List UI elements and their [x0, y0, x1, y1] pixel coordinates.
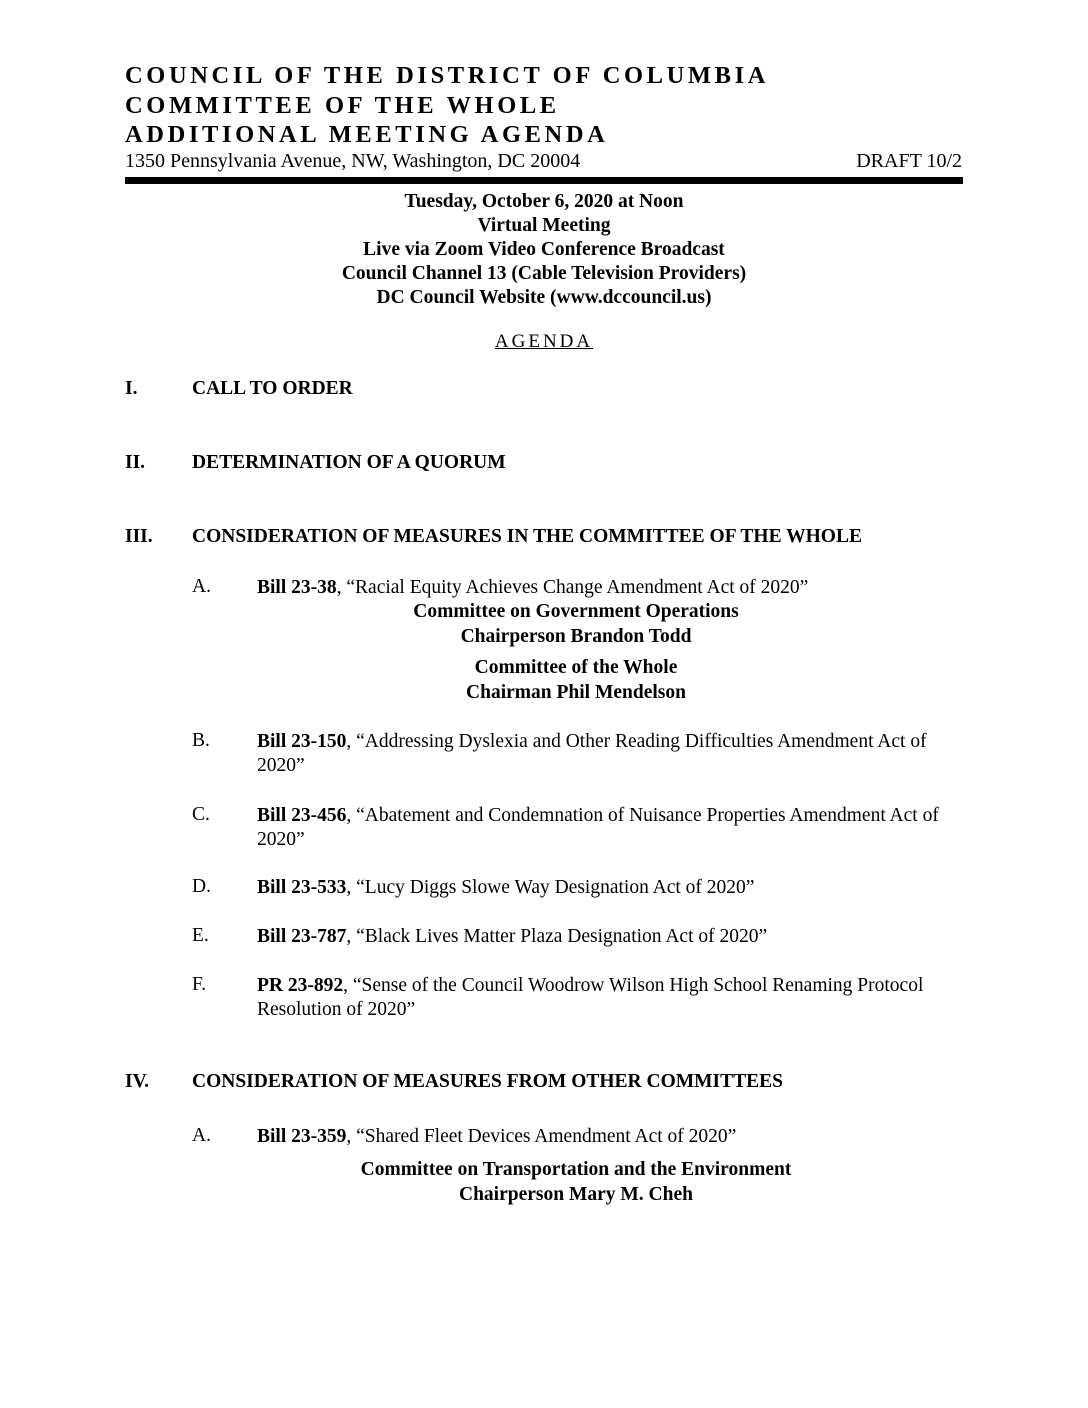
- bill-number: Bill 23-456: [257, 805, 347, 826]
- bill-number: Bill 23-359: [257, 1126, 347, 1147]
- header-document-title: ADDITIONAL MEETING AGENDA: [125, 121, 609, 148]
- section-number: I.: [125, 378, 138, 399]
- section-title: CALL TO ORDER: [192, 378, 353, 399]
- bill-number: PR 23-892: [257, 975, 344, 996]
- section-number: IV.: [125, 1071, 150, 1092]
- header-committee-name: COMMITTEE OF THE WHOLE: [125, 92, 560, 119]
- committee-chair: Chairperson Mary M. Cheh: [459, 1184, 693, 1205]
- agenda-item: [257, 925, 957, 949]
- agenda-item: [257, 576, 957, 600]
- item-letter: E.: [192, 925, 209, 946]
- bill-title: , “Shared Fleet Devices Amendment Act of 2020”: [346, 1126, 737, 1147]
- agenda-heading: AGENDA: [494, 331, 594, 352]
- meeting-broadcast: Live via Zoom Video Conference Broadcast: [363, 239, 725, 260]
- item-letter: D.: [192, 876, 211, 897]
- section-number: III.: [125, 526, 153, 547]
- committee-chair: Chairman Phil Mendelson: [466, 682, 686, 703]
- agenda-item: [257, 876, 957, 900]
- meeting-channel: Council Channel 13 (Cable Television Providers): [341, 263, 747, 284]
- bill-number: Bill 23-38: [257, 577, 337, 598]
- header-address: 1350 Pennsylvania Avenue, NW, Washington, DC 20004: [125, 150, 581, 172]
- bill-number: Bill 23-150: [257, 731, 347, 752]
- section-number: II.: [125, 452, 146, 473]
- bill-title: , “Abatement and Condemnation of Nuisance Properties Amendment Act of 2020”: [257, 805, 939, 850]
- section-title: DETERMINATION OF A QUORUM: [192, 452, 506, 473]
- bill-title: , “Lucy Diggs Slowe Way Designation Act of 2020”: [346, 877, 755, 898]
- header-council-name: COUNCIL OF THE DISTRICT OF COLUMBIA: [125, 62, 769, 89]
- meeting-website: DC Council Website (www.dccouncil.us): [376, 287, 712, 308]
- bill-title: , “Black Lives Matter Plaza Designation Act of 2020”: [346, 926, 768, 947]
- item-letter: F.: [192, 974, 207, 995]
- section-title: CONSIDERATION OF MEASURES IN THE COMMITTEE OF THE WHOLE: [192, 526, 862, 547]
- section-title: CONSIDERATION OF MEASURES FROM OTHER COMMITTEES: [192, 1071, 784, 1092]
- bill-number: Bill 23-787: [257, 926, 347, 947]
- agenda-item: [257, 804, 957, 852]
- header-divider: [125, 177, 963, 184]
- committee-name: Committee on Government Operations: [413, 601, 739, 622]
- committee-name: Committee on Transportation and the Environment: [360, 1159, 792, 1180]
- item-letter: B.: [192, 730, 210, 751]
- meeting-type: Virtual Meeting: [477, 215, 611, 236]
- agenda-item: [257, 974, 957, 1022]
- committee-name: Committee of the Whole: [474, 657, 678, 678]
- agenda-item: [257, 1125, 957, 1149]
- bill-title: , “Addressing Dyslexia and Other Reading Difficulties Amendment Act of 2020”: [257, 731, 927, 776]
- committee-chair: Chairperson Brandon Todd: [460, 626, 692, 647]
- item-letter: A.: [192, 1125, 211, 1146]
- bill-title: , “Racial Equity Achieves Change Amendment Act of 2020”: [336, 577, 809, 598]
- agenda-item: [257, 730, 957, 778]
- item-letter: C.: [192, 804, 210, 825]
- draft-label: DRAFT 10/2: [856, 150, 962, 172]
- meeting-date-time: Tuesday, October 6, 2020 at Noon: [404, 191, 684, 212]
- bill-title: , “Sense of the Council Woodrow Wilson High School Renaming Protocol Resolution of 2020”: [257, 975, 924, 1020]
- item-letter: A.: [192, 576, 211, 597]
- bill-number: Bill 23-533: [257, 877, 347, 898]
